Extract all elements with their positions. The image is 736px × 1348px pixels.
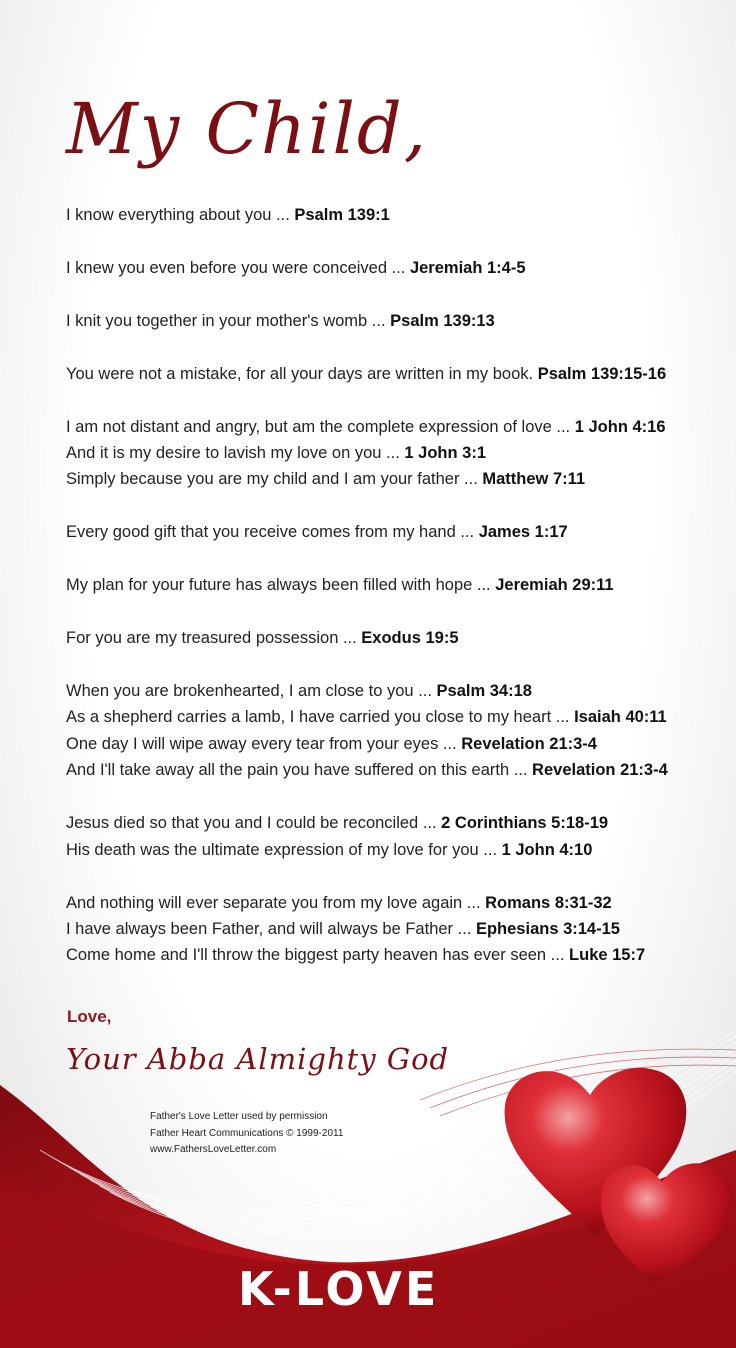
verse-text: You were not a mistake, for all your days are written in my book. — [66, 364, 538, 383]
verse-line — [66, 757, 726, 783]
verse-line — [66, 202, 726, 228]
verse-group — [66, 810, 726, 863]
verse-line — [66, 308, 726, 334]
verse-group — [66, 308, 726, 334]
verse-line — [66, 731, 726, 757]
verse-line — [66, 837, 726, 863]
verse-text: I knit you together in your mother's womb ... — [66, 311, 391, 330]
verse-text: Jesus died so that you and I could be reconciled ... — [66, 814, 442, 833]
verse-group — [66, 361, 726, 387]
verse-line — [66, 810, 726, 836]
verse-group — [66, 519, 726, 545]
verse-line — [66, 678, 726, 704]
verse-text: As a shepherd carries a lamb, I have carried you close to my heart ... — [66, 708, 575, 727]
verse-group — [66, 414, 726, 493]
credit-line: Father's Love Letter used by permission — [150, 1111, 328, 1122]
scripture-reference: Matthew 7:11 — [482, 470, 586, 489]
verse-text: I knew you even before you were conceived ... — [66, 258, 410, 277]
credit-line: Father Heart Communications © 1999-2011 — [150, 1127, 344, 1139]
scripture-reference: James 1:17 — [478, 523, 568, 542]
verse-text: Simply because you are my child and I am your father ... — [66, 470, 483, 489]
verse-group — [66, 202, 726, 228]
scripture-reference: Luke 15:7 — [569, 946, 646, 965]
verse-group — [66, 572, 726, 598]
verse-line — [66, 361, 726, 387]
scripture-reference: Isaiah 40:11 — [574, 708, 667, 727]
signature: Your Abba Almighty God — [66, 1042, 450, 1076]
scripture-reference: Romans 8:31-32 — [485, 893, 612, 912]
scripture-reference: 1 John 3:1 — [404, 444, 486, 463]
verse-text: Every good gift that you receive comes from my hand ... — [66, 523, 479, 542]
verse-line — [66, 625, 726, 651]
verse-group — [66, 255, 726, 281]
verse-line — [66, 440, 726, 466]
verse-line — [66, 414, 726, 440]
verse-list — [66, 202, 726, 995]
letter-title: My Child, — [66, 88, 428, 170]
verse-text: And nothing will ever separate you from my love again ... — [66, 893, 486, 912]
verse-line — [66, 890, 726, 916]
verse-group — [66, 890, 726, 969]
verse-text: For you are my treasured possession ... — [66, 629, 362, 648]
scripture-reference: Revelation 21:3-4 — [532, 761, 668, 780]
verse-line — [66, 704, 726, 730]
scripture-reference: Psalm 139:1 — [294, 206, 390, 224]
verse-group — [66, 678, 726, 784]
verse-line — [66, 519, 726, 545]
verse-line — [66, 255, 726, 281]
credits — [150, 1109, 343, 1159]
scripture-reference: Psalm 34:18 — [436, 682, 532, 701]
k-love-logo: K-LOVE — [238, 1262, 440, 1316]
verse-text: When you are brokenhearted, I am close to you ... — [66, 682, 437, 701]
scripture-reference: Jeremiah 29:11 — [495, 576, 614, 595]
verse-line — [66, 466, 726, 492]
scripture-reference: Revelation 21:3-4 — [461, 734, 597, 753]
scripture-reference: 1 John 4:16 — [574, 417, 666, 436]
scripture-reference: 1 John 4:10 — [501, 840, 593, 859]
verse-line — [66, 916, 726, 942]
verse-text: And it is my desire to lavish my love on you ... — [66, 444, 405, 463]
scripture-reference: Psalm 139:15-16 — [537, 364, 667, 383]
verse-line — [66, 572, 726, 598]
closing-line: Love, — [67, 1007, 112, 1026]
verse-text: His death was the ultimate expression of my love for you ... — [66, 840, 502, 859]
verse-text: My plan for your future has always been filled with hope ... — [66, 576, 496, 595]
scripture-reference: 2 Corinthians 5:18-19 — [441, 814, 609, 833]
credit-line: www.FathersLoveLetter.com — [150, 1144, 277, 1155]
scripture-reference: Psalm 139:13 — [390, 311, 495, 330]
scripture-reference: Jeremiah 1:4-5 — [409, 258, 526, 277]
verse-line — [66, 942, 726, 968]
verse-text: Come home and I'll throw the biggest party heaven has ever seen ... — [66, 946, 570, 965]
verse-text: One day I will wipe away every tear from your eyes ... — [66, 734, 462, 753]
scripture-reference: Ephesians 3:14-15 — [475, 919, 620, 938]
verse-text: I am not distant and angry, but am the complete expression of love ... — [66, 417, 575, 436]
verse-text: And I'll take away all the pain you have suffered on this earth ... — [66, 761, 533, 780]
verse-group — [66, 625, 726, 651]
verse-text: I know everything about you ... — [66, 206, 295, 224]
scripture-reference: Exodus 19:5 — [361, 629, 459, 648]
verse-text: I have always been Father, and will always be Father ... — [66, 919, 476, 938]
